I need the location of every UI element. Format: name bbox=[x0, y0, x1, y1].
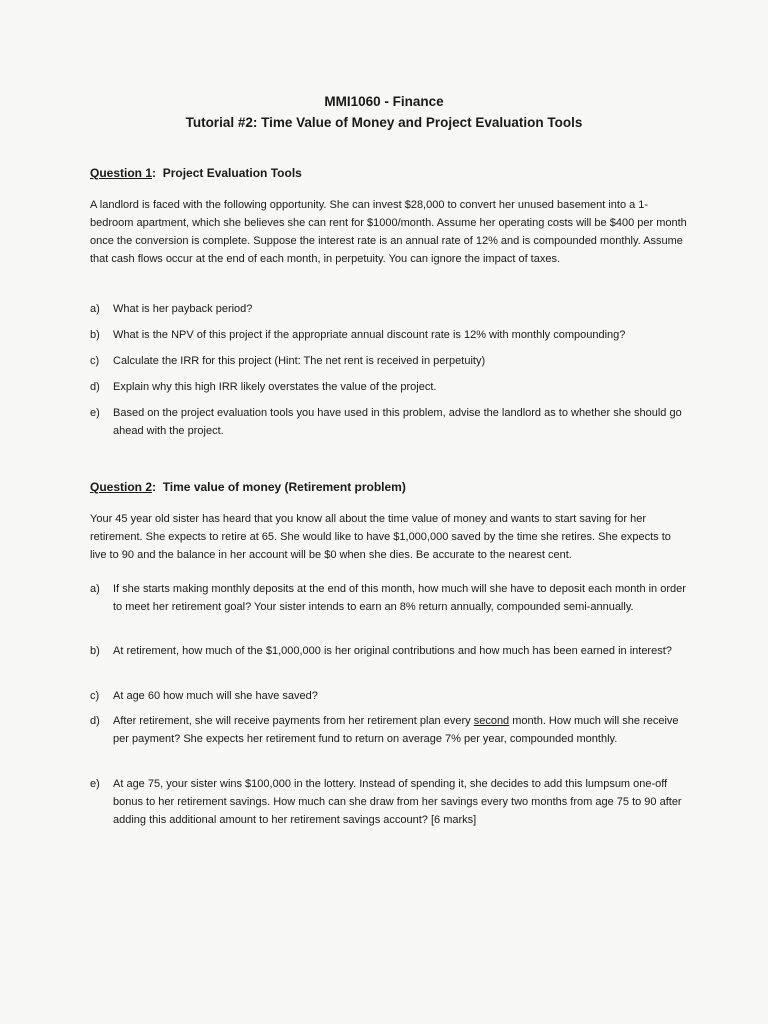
q1-item-a-label: a) bbox=[90, 303, 100, 315]
question-1-heading: Question 1: Project Evaluation Tools bbox=[90, 166, 302, 180]
q1-item-c-text: Calculate the IRR for this project (Hint: The net rent is received in perpetuity) bbox=[113, 355, 486, 367]
q2-item-e bbox=[90, 775, 690, 829]
q1-item-d bbox=[90, 378, 690, 396]
q1-item-b-label: b) bbox=[90, 329, 100, 341]
question-2-title: Time value of money (Retirement problem) bbox=[162, 480, 406, 494]
question-1-paragraph: A landlord is faced with the following opportunity. She can invest $28,000 to convert her unused basement into a 1-bedroom apartment, which she believes she can rent for $1000/month. Assume her operating costs will be $400 per month once the conversion is complete. Suppose the interest rate is an annual rate of 12% and is compounded monthly. Assume that cash flows occur at the end of each month, in perpetuity. You can ignore the impact of taxes. bbox=[90, 199, 687, 265]
q2-item-c-text: At age 60 how much will she have saved? bbox=[113, 690, 318, 702]
q1-item-e-text: Based on the project evaluation tools you have used in this problem, advise the landlord as to whether she should go ahead with the project. bbox=[113, 407, 682, 437]
question-1-title: Project Evaluation Tools bbox=[162, 166, 302, 180]
course-title: MMI1060 - Finance bbox=[324, 94, 444, 109]
question-2-heading: Question 2: Time value of money (Retirement problem) bbox=[90, 480, 406, 494]
q2-item-c-label: c) bbox=[90, 690, 100, 702]
q2-item-a bbox=[90, 580, 690, 616]
q2-item-d-underlined-word: second bbox=[473, 715, 510, 727]
q2-item-d-text bbox=[113, 712, 690, 748]
q2-item-b-label: b) bbox=[90, 645, 100, 657]
q2-item-d-text-end: month. How much will she receive per payment? She expects her retirement fund to return on average 7% per year, compounded monthly. bbox=[113, 715, 679, 745]
q1-item-d-label: d) bbox=[90, 381, 100, 393]
q2-item-b bbox=[90, 642, 690, 660]
q1-item-b-text: What is the NPV of this project if the appropriate annual discount rate is 12% with monthly compounding? bbox=[113, 329, 626, 341]
q2-item-a-text: If she starts making monthly deposits at the end of this month, how much will she have to deposit each month in order to meet her retirement goal? Your sister intends to earn an 8% return annually, compounded semi-annually. bbox=[113, 583, 686, 613]
q1-item-d-text: Explain why this high IRR likely overstates the value of the project. bbox=[113, 381, 437, 393]
q2-item-d-label: d) bbox=[90, 715, 100, 727]
tutorial-title: Tutorial #2: Time Value of Money and Project Evaluation Tools bbox=[185, 115, 583, 130]
q1-item-b bbox=[90, 326, 690, 344]
q2-item-c bbox=[90, 687, 690, 705]
q2-item-d-text-start: After retirement, she will receive payments from her retirement plan every bbox=[113, 715, 474, 727]
q1-item-e-label: e) bbox=[90, 407, 100, 419]
question-2-number: Question 2 bbox=[90, 480, 153, 494]
q1-item-a bbox=[90, 300, 690, 318]
q2-item-b-text: At retirement, how much of the $1,000,000 is her original contributions and how much has been earned in interest? bbox=[113, 645, 672, 657]
q2-item-d bbox=[90, 712, 690, 748]
q2-item-e-text: At age 75, your sister wins $100,000 in the lottery. Instead of spending it, she decides to add this lumpsum one-off bonus to her retirement savings. How much can she draw from her savings every two months from age 75 to 90 after adding this additional amount to her retirement savings account? [6 marks] bbox=[113, 778, 682, 826]
q1-item-a-text: What is her payback period? bbox=[113, 303, 253, 315]
question-1-number: Question 1 bbox=[90, 166, 153, 180]
q1-item-c-label: c) bbox=[90, 355, 100, 367]
q1-item-e bbox=[90, 404, 690, 440]
q2-item-e-label: e) bbox=[90, 778, 100, 790]
question-2-paragraph: Your 45 year old sister has heard that you know all about the time value of money and wants to start saving for her retirement. She expects to retire at 65. She would like to have $1,000,000 saved by the time she retires. She expects to live to 90 and the balance in her account will be $0 when she dies. Be accurate to the nearest cent. bbox=[90, 513, 671, 561]
q2-item-a-label: a) bbox=[90, 583, 100, 595]
q1-item-c bbox=[90, 352, 690, 370]
